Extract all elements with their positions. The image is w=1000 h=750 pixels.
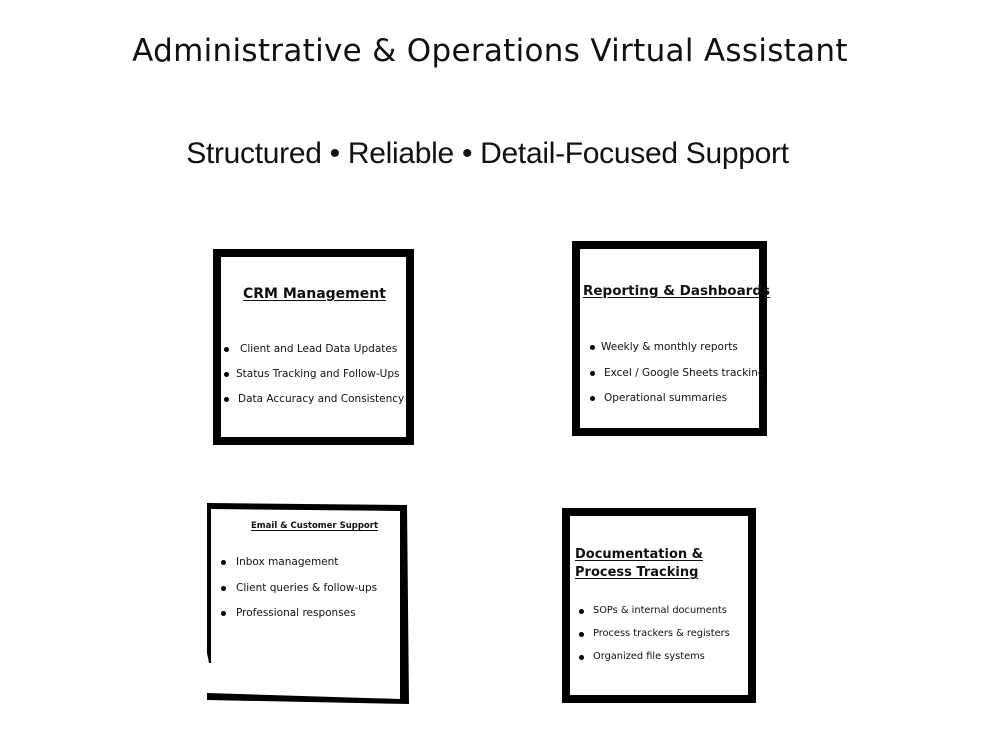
list-item [221, 343, 406, 368]
bullet-icon [221, 586, 226, 591]
card-item-list [221, 343, 406, 418]
list-item-text: Operational summaries [604, 392, 728, 404]
list-item [211, 556, 396, 582]
card-title: Reporting & Dashboards [583, 283, 771, 299]
bullet-icon [224, 347, 229, 352]
bullet-icon [579, 609, 584, 614]
list-item-text: Inbox management [236, 556, 339, 568]
bullet-icon [224, 372, 229, 377]
list-item-text: Organized file systems [593, 651, 705, 662]
list-item-text: Client queries & follow-ups [236, 581, 378, 594]
page-title: Administrative & Operations Virtual Assistant [132, 33, 848, 69]
list-item [221, 393, 406, 418]
list-item [570, 628, 750, 651]
bullet-icon [224, 397, 229, 402]
bullet-icon [579, 632, 584, 637]
page-subtitle: Structured • Reliable • Detail-Focused Support [186, 137, 789, 170]
bullet-icon [590, 396, 595, 401]
bullet-icon [221, 560, 226, 565]
card-documentation-process [562, 508, 756, 703]
bullet-icon [221, 611, 226, 616]
card-item-list [211, 556, 396, 633]
list-item-text: Professional responses [236, 607, 356, 619]
card-reporting-dashboards [572, 241, 771, 436]
card-title: Documentation & Process Tracking [575, 547, 704, 580]
list-item-text: Status Tracking and Follow-Ups [236, 368, 400, 380]
card-crm-management [213, 249, 414, 445]
card-title: Email & Customer Support [251, 521, 379, 531]
list-item [221, 368, 406, 393]
list-item-text: Client and Lead Data Updates [240, 343, 398, 355]
list-item-text: SOPs & internal documents [593, 605, 727, 616]
card-item-list [570, 605, 750, 674]
bullet-icon [590, 345, 595, 350]
list-item [211, 582, 396, 608]
list-item-text: Process trackers & registers [593, 628, 730, 639]
list-item-text: Weekly & monthly reports [601, 341, 738, 353]
card-item-list [580, 341, 765, 418]
bullet-icon [590, 371, 595, 376]
list-item [580, 392, 760, 418]
list-item [211, 607, 396, 633]
card-title: CRM Management [243, 286, 386, 302]
list-item-text: Excel / Google Sheets tracking [604, 366, 765, 379]
list-item [570, 605, 750, 628]
card-email-customer-support [211, 508, 401, 688]
bullet-icon [579, 655, 584, 660]
list-item-text: Data Accuracy and Consistency [238, 393, 405, 405]
list-item [570, 651, 750, 674]
list-item [580, 341, 760, 367]
list-item [580, 366, 765, 393]
